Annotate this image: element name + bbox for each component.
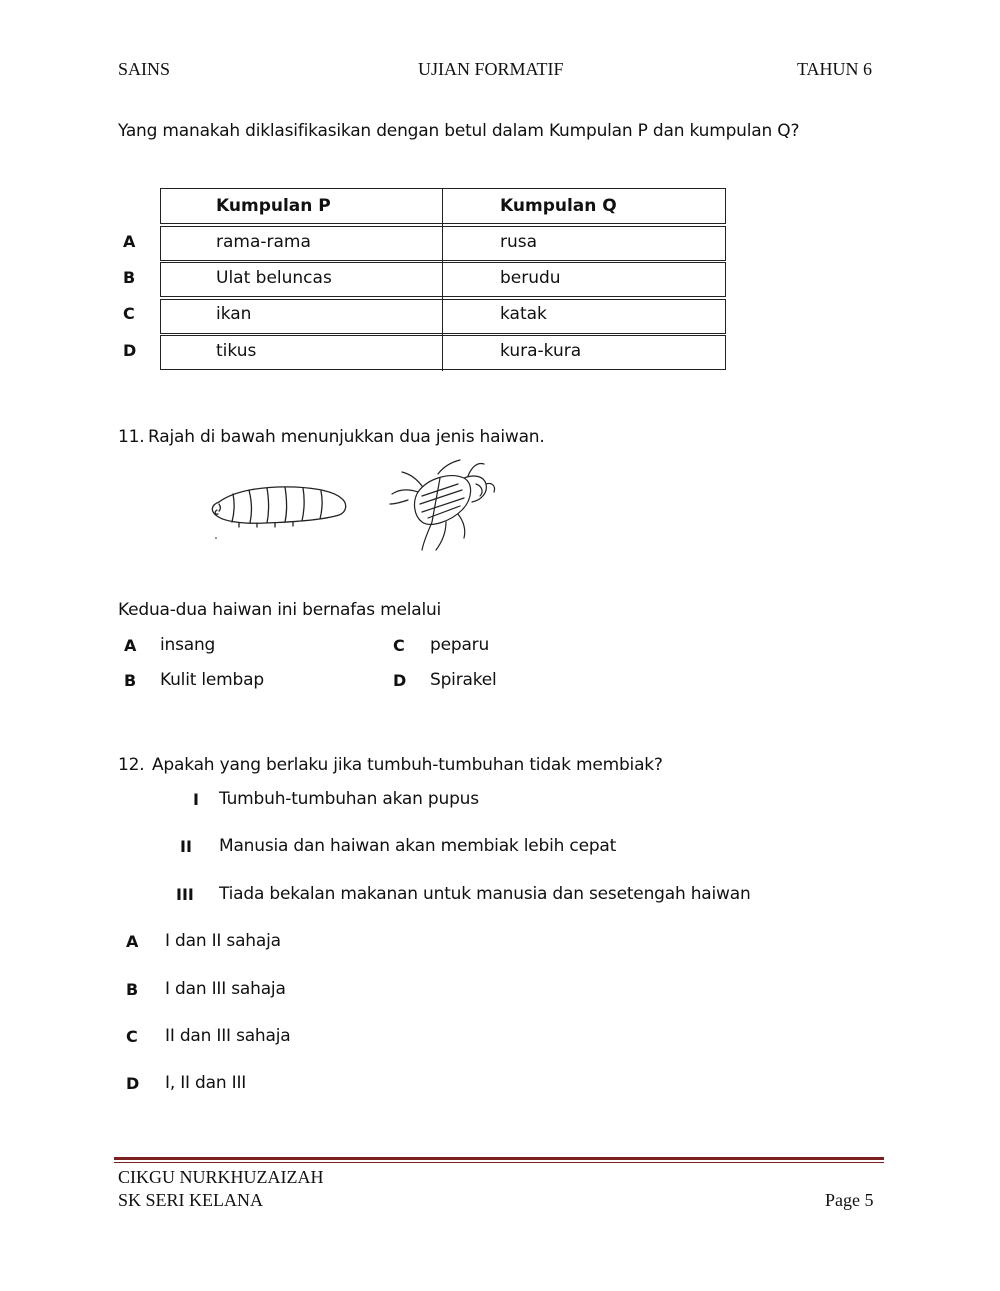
question-11-number: 11. [118, 427, 145, 447]
footer-teacher: CIKGU NURKHUZAIZAH [118, 1167, 324, 1187]
option-text: I dan II sahaja [165, 931, 281, 951]
question-10-prompt: Yang manakah diklasifikasikan dengan betul dalam Kumpulan P dan kumpulan Q? [118, 121, 800, 141]
statement-roman: III [176, 885, 194, 904]
option-letter: B [124, 671, 137, 690]
header-subject: SAINS [118, 59, 171, 79]
row-letter: A [123, 232, 136, 251]
option-text: peparu [430, 635, 490, 655]
option-letter: C [393, 636, 405, 655]
cell-p: rama-rama [216, 232, 311, 252]
cell-p: tikus [216, 341, 257, 361]
caterpillar-illustration [205, 480, 355, 542]
cell-p: Ulat beluncas [216, 268, 332, 288]
header-title: UJIAN FORMATIF [418, 59, 564, 79]
footer-divider-thin [114, 1162, 884, 1163]
cell-q: berudu [500, 268, 561, 288]
cell-q: katak [500, 304, 547, 324]
option-text: I dan III sahaja [165, 979, 286, 999]
option-text: I, II dan III [165, 1073, 247, 1093]
option-letter: B [126, 980, 139, 999]
statement-text: Manusia dan haiwan akan membiak lebih cepat [219, 836, 617, 856]
statement-roman: II [180, 837, 192, 856]
cockroach-illustration [388, 456, 500, 554]
option-text: II dan III sahaja [165, 1026, 291, 1046]
cell-q: rusa [500, 232, 538, 252]
statement-text: Tumbuh-tumbuhan akan pupus [219, 789, 479, 809]
option-text: insang [160, 635, 216, 655]
option-letter: D [126, 1074, 140, 1093]
statement-text: Tiada bekalan makanan untuk manusia dan sesetengah haiwan [219, 884, 751, 904]
question-12-number: 12. [118, 755, 145, 775]
row-letter: B [123, 268, 136, 287]
statement-roman: I [193, 790, 199, 809]
cell-q: kura-kura [500, 341, 582, 361]
option-letter: D [393, 671, 407, 690]
option-text: Kulit lembap [160, 670, 264, 690]
column-header-p: Kumpulan P [216, 196, 331, 216]
footer-school: SK SERI KELANA [118, 1190, 264, 1210]
cell-p: ikan [216, 304, 252, 324]
column-header-q: Kumpulan Q [500, 196, 617, 216]
header-year: TAHUN 6 [797, 59, 873, 79]
option-letter: A [126, 932, 139, 951]
option-text: Spirakel [430, 670, 497, 690]
question-11-prompt: Rajah di bawah menunjukkan dua jenis haiwan. [148, 427, 545, 447]
footer-divider [114, 1157, 884, 1160]
question-11-stem: Kedua-dua haiwan ini bernafas melalui [118, 600, 442, 620]
question-12-prompt: Apakah yang berlaku jika tumbuh-tumbuhan tidak membiak? [152, 755, 663, 775]
page-number: Page 5 [825, 1190, 874, 1210]
option-letter: A [124, 636, 137, 655]
row-letter: D [123, 341, 137, 360]
row-letter: C [123, 304, 135, 323]
table-column-divider [442, 188, 443, 371]
option-letter: C [126, 1027, 138, 1046]
